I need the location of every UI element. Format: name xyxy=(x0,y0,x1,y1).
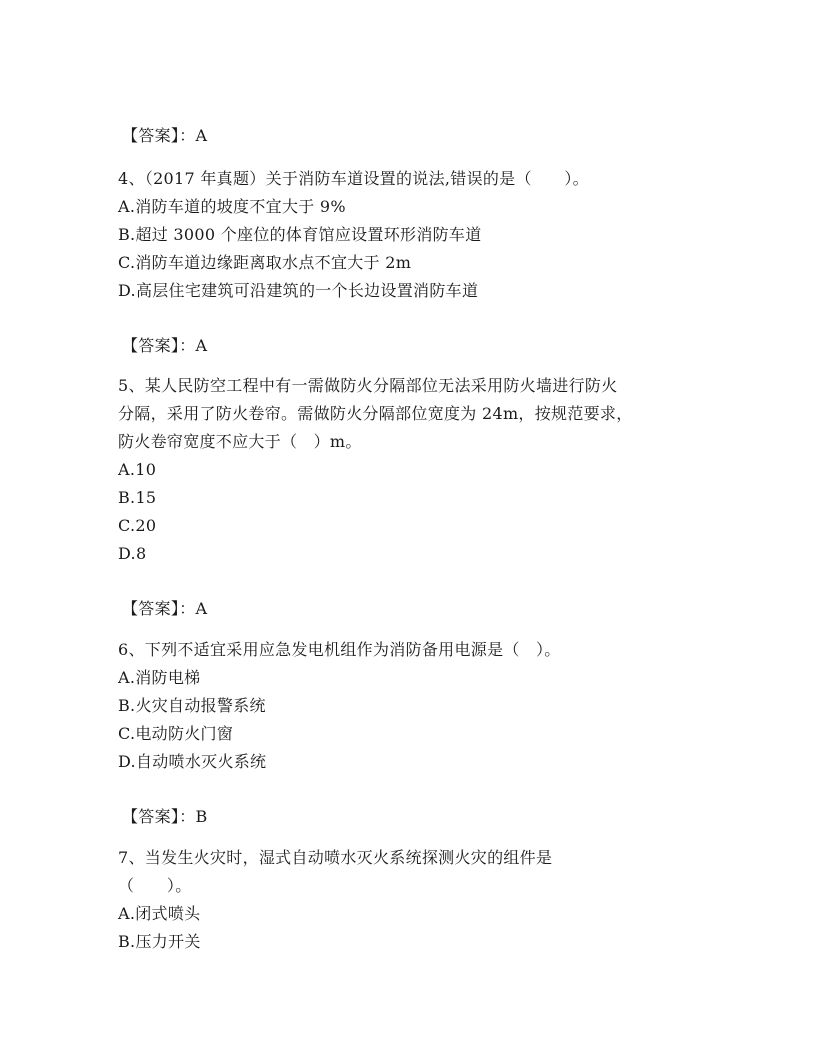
answer-q5: 【答案】：A xyxy=(122,599,208,618)
q6-option-b: B.火灾自动报警系统 xyxy=(118,696,266,715)
answer-q3: 【答案】：A xyxy=(122,126,208,145)
q5-option-a: A.10 xyxy=(118,460,157,479)
q7-option-b: B.压力开关 xyxy=(118,932,201,951)
q7-option-a: A.闭式喷头 xyxy=(118,904,201,923)
question-7-line-1: 7、当发生火灾时，湿式自动喷水灭火系统探测火灾的组件是 xyxy=(118,848,553,867)
question-6: 6、下列不适宜采用应急发电机组作为消防备用电源是（ ）。 xyxy=(118,640,561,659)
q4-option-d: D.高层住宅建筑可沿建筑的一个长边设置消防车道 xyxy=(118,281,479,300)
q6-option-d: D.自动喷水灭火系统 xyxy=(118,752,267,771)
q6-option-a: A.消防电梯 xyxy=(118,668,201,687)
q5-option-b: B.15 xyxy=(118,488,157,507)
q4-option-a: A.消防车道的坡度不宜大于 9% xyxy=(118,197,346,216)
question-7-line-2: （ ）。 xyxy=(118,876,192,895)
question-4: 4、（2017 年真题）关于消防车道设置的说法,错误的是（ ）。 xyxy=(118,169,589,188)
q6-option-c: C.电动防火门窗 xyxy=(118,724,234,743)
question-5-line-2: 分隔，采用了防火卷帘。需做防火分隔部位宽度为 24m，按规范要求， xyxy=(118,404,633,423)
question-5-line-3: 防火卷帘宽度不应大于（ ）m。 xyxy=(118,432,362,451)
q5-option-d: D.8 xyxy=(118,544,147,563)
q5-option-c: C.20 xyxy=(118,516,157,535)
q4-option-c: C.消防车道边缘距离取水点不宜大于 2m xyxy=(118,253,412,272)
answer-q4: 【答案】：A xyxy=(122,336,208,355)
question-5-line-1: 5、某人民防空工程中有一需做防火分隔部位无法采用防火墙进行防火 xyxy=(118,376,618,395)
answer-q6: 【答案】：B xyxy=(122,807,208,826)
q4-option-b: B.超过 3000 个座位的体育馆应设置环形消防车道 xyxy=(118,225,482,244)
